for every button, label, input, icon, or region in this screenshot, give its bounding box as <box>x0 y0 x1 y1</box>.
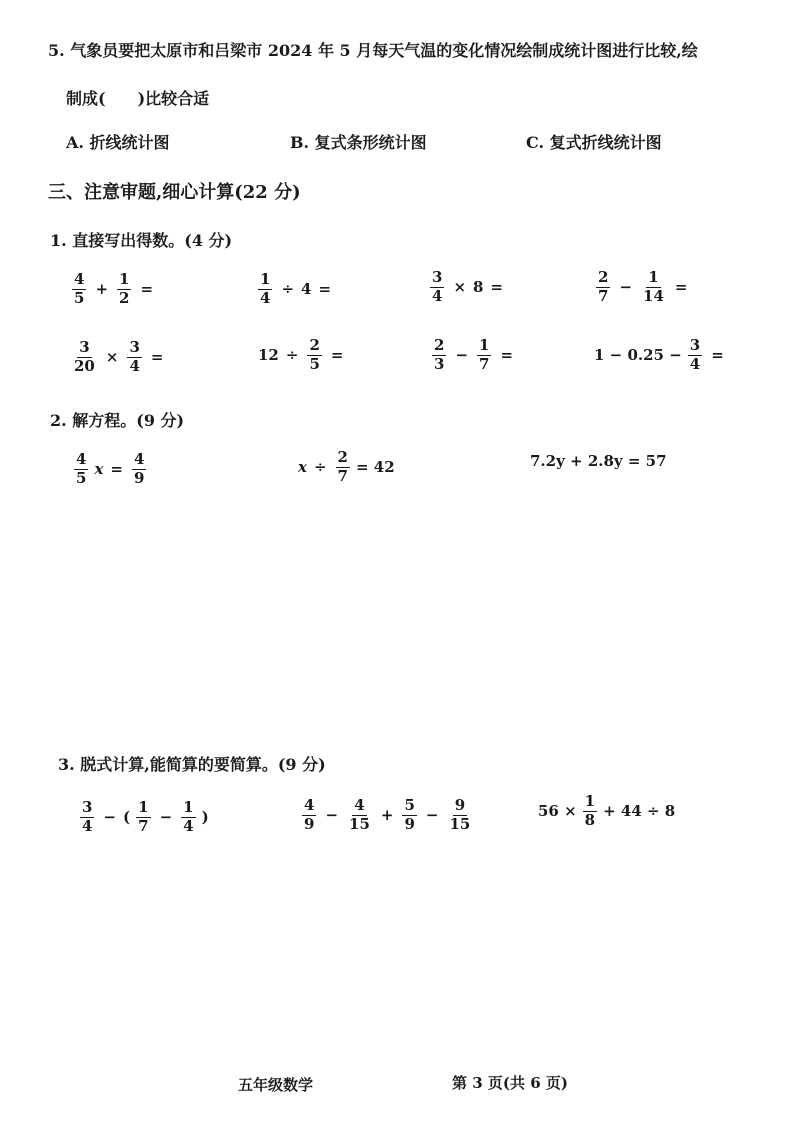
fraction: $\frac{2}{7}$ <box>337 448 348 485</box>
fraction: $\frac{3}{4}$ <box>82 798 93 835</box>
p2-equation-3: 7.2y + 2.8y = 57 <box>530 452 667 470</box>
q5-line2: 制成( )比较合适 <box>66 89 210 108</box>
p3-expression-1: $\frac{3}{4}$ − ( $\frac{1}{7}$ − $\frac{1}{4}$ ) <box>82 798 209 835</box>
section3-title: 三、注意审题,细心计算(22 分) <box>48 182 301 203</box>
fraction: $\frac{3}{4}$ <box>432 268 443 305</box>
fraction: $\frac{1}{4}$ <box>260 270 271 307</box>
fraction: $\frac{4}{9}$ <box>133 450 145 487</box>
fraction: $\frac{3}{4}$ <box>129 338 140 375</box>
fraction: $\frac{1}{14}$ <box>643 268 664 305</box>
p2-equation-1: $\frac{4}{5}$ x = $\frac{4}{9}$ <box>76 450 145 487</box>
q5-line1: 5. 气象员要把太原市和吕梁市 2024 年 5 月每天气温的变化情况绘制成统计图进行比较,绘 <box>48 41 698 60</box>
fraction: $\frac{5}{9}$ <box>404 796 415 833</box>
p3-expression-2: $\frac{4}{9}$ − $\frac{4}{15}$ + $\frac{5}{9}$ − $\frac{9}{15}$ <box>304 796 471 833</box>
q5-option-a: A. 折线统计图 <box>66 133 170 152</box>
fraction: $\frac{1}{7}$ <box>138 798 149 835</box>
p1-item-1: $\frac{4}{5}$ + $\frac{1}{2}$ = <box>74 270 154 307</box>
fraction: $\frac{1}{2}$ <box>119 270 130 307</box>
p2-title: 2. 解方程。(9 分) <box>50 411 185 430</box>
fraction: $\frac{3}{4}$ <box>689 336 701 373</box>
fraction: $\frac{4}{15}$ <box>349 796 370 833</box>
fraction: $\frac{2}{7}$ <box>598 268 609 305</box>
fraction: $\frac{9}{15}$ <box>449 796 471 833</box>
fraction: $\frac{4}{5}$ <box>76 450 87 487</box>
p1-item-5: $\frac{3}{20}$ × $\frac{3}{4}$ = <box>74 338 164 375</box>
fraction: $\frac{4}{9}$ <box>304 796 315 833</box>
p1-item-3: $\frac{3}{4}$ × 8 = <box>432 268 504 305</box>
p1-item-8: 1 − 0.25 − $\frac{3}{4}$ = <box>594 336 724 373</box>
p2-equation-2: x ÷ $\frac{2}{7}$ = 42 <box>298 448 395 485</box>
p3-expression-3: 56 × $\frac{1}{8}$ + 44 ÷ 8 <box>538 792 676 829</box>
footer-subject: 五年级数学 <box>238 1076 314 1094</box>
fraction: $\frac{3}{20}$ <box>74 338 95 375</box>
fraction: $\frac{1}{4}$ <box>183 798 194 835</box>
p1-title: 1. 直接写出得数。(4 分) <box>50 231 233 250</box>
fraction: $\frac{2}{3}$ <box>434 336 445 373</box>
p1-item-4: $\frac{2}{7}$ − $\frac{1}{14}$ = <box>598 268 688 305</box>
p1-item-7: $\frac{2}{3}$ − $\frac{1}{7}$ = <box>434 336 514 373</box>
fraction: $\frac{2}{5}$ <box>309 336 320 373</box>
q5-option-b: B. 复式条形统计图 <box>290 133 427 152</box>
fraction: $\frac{1}{7}$ <box>479 336 490 373</box>
fraction: $\frac{4}{5}$ <box>74 270 85 307</box>
p3-title: 3. 脱式计算,能简算的要简算。(9 分) <box>58 755 326 774</box>
fraction: $\frac{1}{8}$ <box>584 792 596 829</box>
q5-option-c: C. 复式折线统计图 <box>526 133 662 152</box>
p1-item-6: 12 ÷ $\frac{2}{5}$ = <box>258 336 344 373</box>
footer-page-number: 第 3 页(共 6 页) <box>452 1074 568 1092</box>
p1-item-2: $\frac{1}{4}$ ÷ 4 = <box>260 270 332 307</box>
